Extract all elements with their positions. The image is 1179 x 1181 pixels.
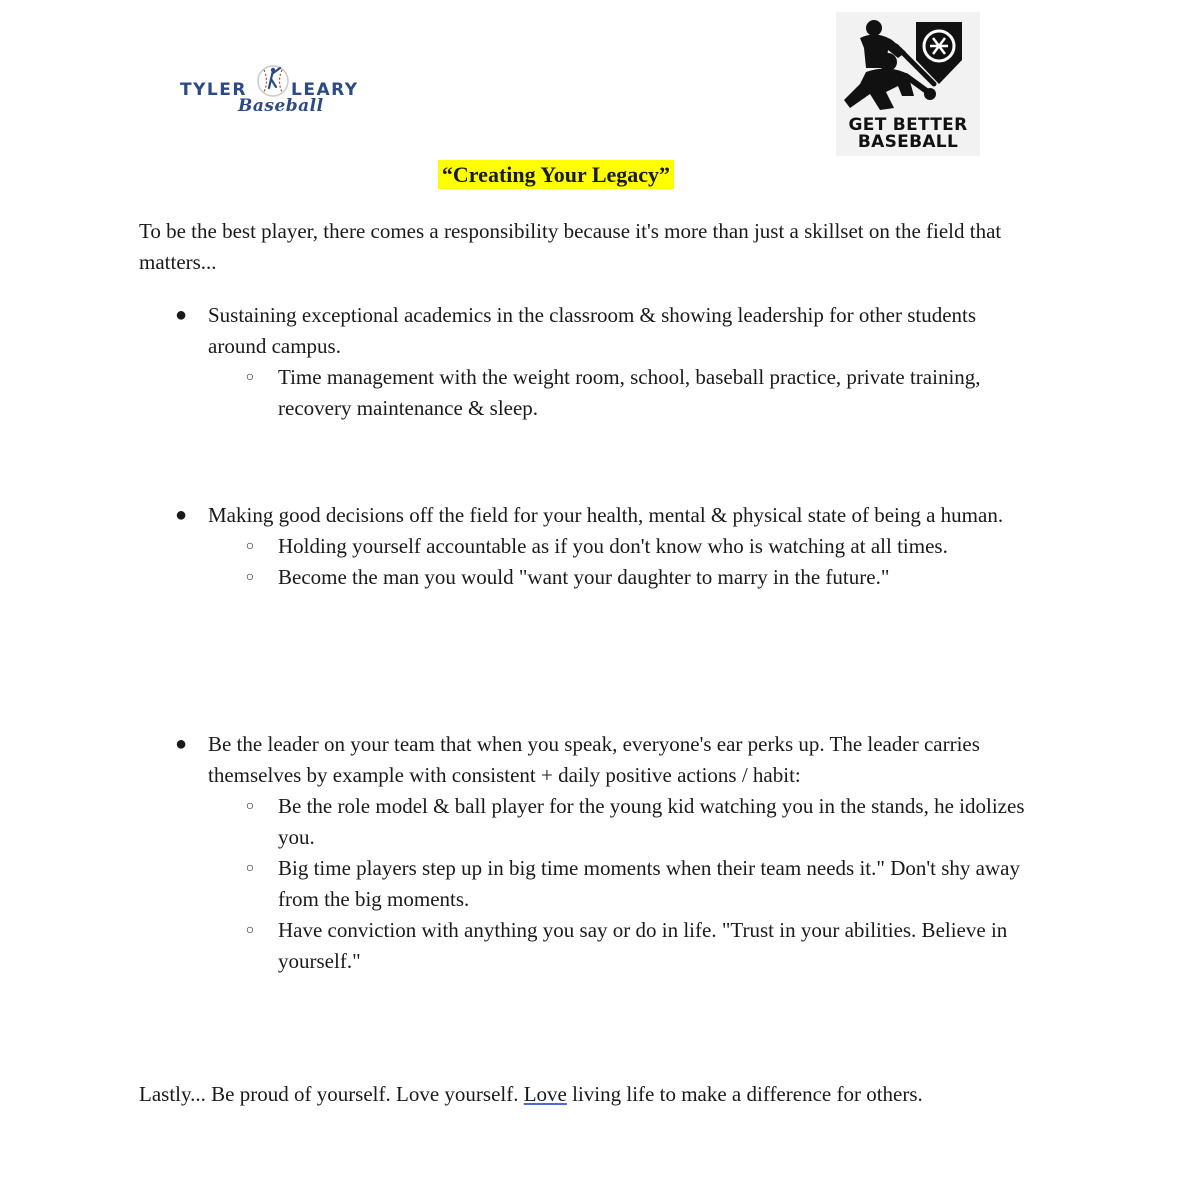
closing-underlined-word: Love bbox=[523, 1082, 567, 1106]
sub-bullet-text: Big time players step up in big time moments when their team needs it." Don't shy away from the big moments. bbox=[278, 856, 1020, 911]
closing-paragraph bbox=[139, 1079, 1039, 1110]
sub-bullet-circle-icon: ○ bbox=[245, 370, 255, 385]
logo-text-get-better: GET BETTER bbox=[848, 115, 968, 135]
logo-word-tyler: TYLER bbox=[180, 80, 247, 100]
bullet-item bbox=[174, 500, 1008, 531]
get-better-baseball-logo bbox=[836, 12, 980, 156]
section-leadership bbox=[0, 729, 1100, 977]
section-academics bbox=[0, 300, 1100, 424]
closing-text-start: Lastly... Be proud of yourself. Love yourself. bbox=[139, 1082, 524, 1106]
catcher-and-plate-icon bbox=[836, 12, 980, 116]
tyler-leary-baseball-logo bbox=[176, 64, 371, 128]
bullet-text: Be the leader on your team that when you speak, everyone's ear perks up. The leader carries themselves by example with consistent + daily positive actions / habit: bbox=[208, 732, 980, 787]
closing-text-end: living life to make a difference for others. bbox=[566, 1082, 923, 1106]
sub-bullet-circle-icon: ○ bbox=[245, 539, 255, 554]
highlighted-title: “Creating Your Legacy” bbox=[438, 160, 674, 189]
sub-bullet-item bbox=[245, 791, 1048, 853]
baseball-batter-icon bbox=[256, 64, 290, 98]
sub-bullet-text: Become the man you would "want your daughter to marry in the future." bbox=[278, 565, 890, 589]
sub-bullet-text: Time management with the weight room, school, baseball practice, private training, recovery maintenance & sleep. bbox=[278, 365, 981, 420]
bullet-dot-icon: ● bbox=[174, 304, 188, 326]
sub-bullet-text: Holding yourself accountable as if you don't know who is watching at all times. bbox=[278, 534, 948, 558]
logo-word-baseball: Baseball bbox=[238, 96, 324, 116]
logo-text-baseball: BASEBALL bbox=[857, 132, 959, 152]
sub-bullet-circle-icon: ○ bbox=[245, 799, 255, 814]
logo-word-leary: LEARY bbox=[291, 80, 359, 100]
bullet-dot-icon: ● bbox=[174, 504, 188, 526]
sub-bullet-circle-icon: ○ bbox=[245, 923, 255, 938]
sub-bullet-item bbox=[245, 362, 1048, 424]
bullet-dot-icon: ● bbox=[174, 733, 188, 755]
sub-bullet-item bbox=[245, 531, 1048, 562]
sub-bullet-circle-icon: ○ bbox=[245, 861, 255, 876]
bullet-item bbox=[174, 300, 1008, 362]
bullet-text: Sustaining exceptional academics in the classroom & showing leadership for other students around campus. bbox=[208, 303, 977, 358]
sub-bullet-circle-icon: ○ bbox=[245, 570, 255, 585]
sub-bullet-item bbox=[245, 562, 1048, 593]
intro-paragraph: To be the best player, there comes a responsibility because it's more than just a skillset on the field that matters... bbox=[139, 219, 1002, 274]
sub-bullet-item bbox=[245, 915, 1048, 977]
sub-bullet-text: Be the role model & ball player for the young kid watching you in the stands, he idolizes you. bbox=[278, 794, 1025, 849]
section-decisions bbox=[0, 500, 1100, 593]
bullet-text: Making good decisions off the field for your health, mental & physical state of being a human. bbox=[208, 503, 1004, 527]
bullet-item bbox=[174, 729, 1008, 791]
page-title bbox=[0, 162, 1112, 188]
sub-bullet-item bbox=[245, 853, 1048, 915]
sub-bullet-text: Have conviction with anything you say or do in life. "Trust in your abilities. Believe in yourself." bbox=[278, 918, 1008, 973]
